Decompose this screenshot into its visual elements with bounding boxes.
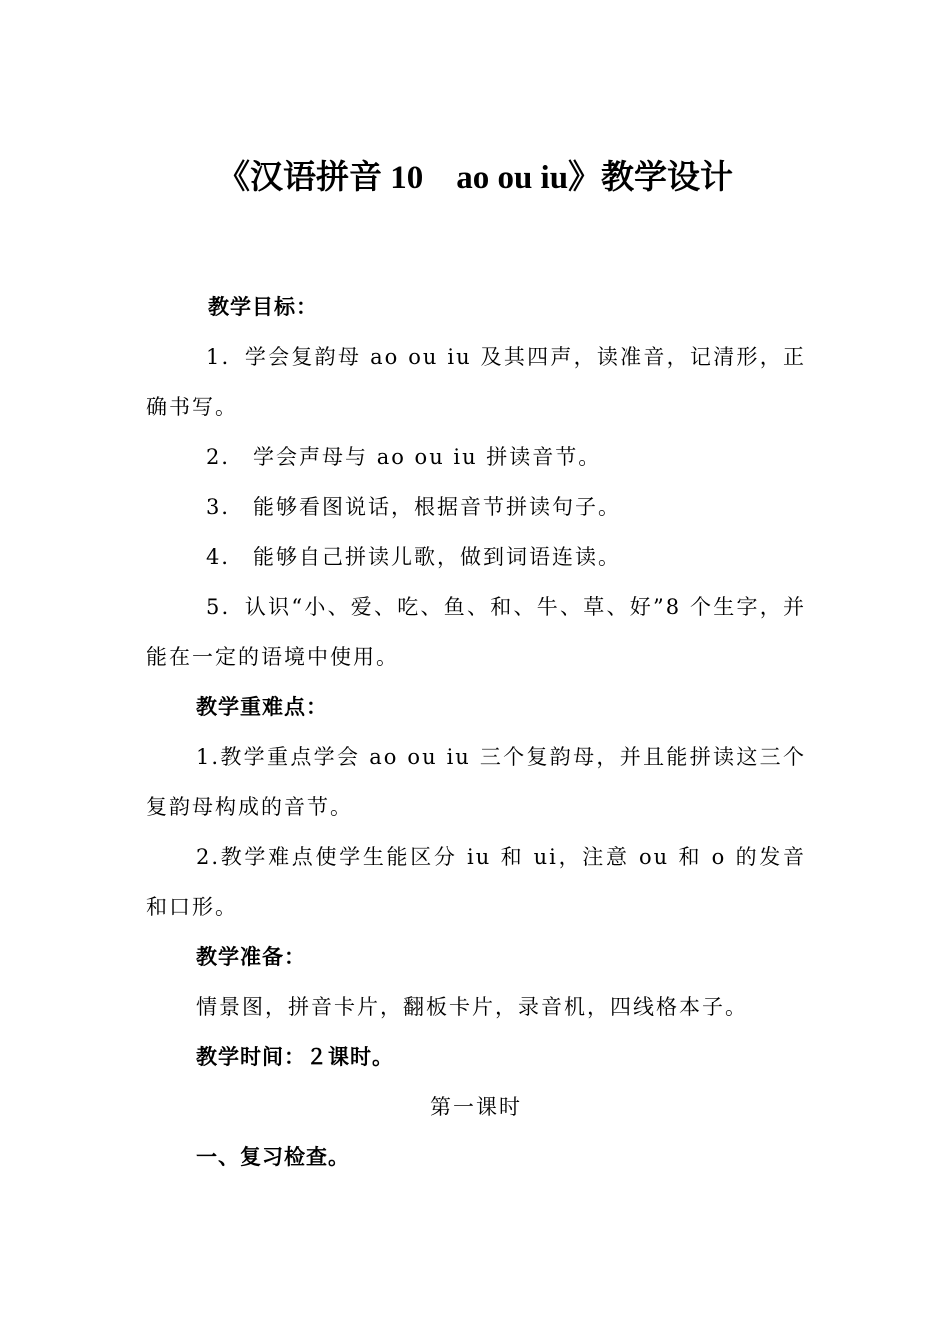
objective-item: 4． 能够自己拼读儿歌，做到词语连读。 — [206, 545, 622, 569]
teaching-time: 教学时间：２课时。 — [196, 1045, 394, 1069]
objective-item: 1．学会复韵母 ao ou iu 及其四声，读准音，记清形，正确书写。 — [146, 345, 806, 419]
step-one-heading: 一、复习检查。 — [196, 1145, 350, 1169]
preparation-text: 情景图，拼音卡片，翻板卡片，录音机，四线格本子。 — [196, 995, 748, 1019]
objective-item: 2． 学会声母与 ao ou iu 拼读音节。 — [206, 445, 602, 469]
key-points-heading: 教学重难点： — [196, 695, 328, 719]
objective-item: 3． 能够看图说话，根据音节拼读句子。 — [206, 495, 622, 519]
preparation-heading: 教学准备： — [196, 945, 306, 969]
document-body — [146, 282, 806, 1182]
key-point-item: 2.教学难点使学生能区分 iu 和 ui，注意 ou 和 o 的发音和口形。 — [146, 845, 806, 919]
objective-item: 5．认识“小、爱、吃、鱼、和、牛、草、好”8 个生字，并能在一定的语境中使用。 — [146, 595, 806, 669]
objectives-heading: 教学目标： — [208, 295, 318, 319]
document-title: 《汉语拼音 10 ao ou iu》教学设计 — [216, 160, 734, 196]
key-point-item: 1.教学重点学会 ao ou iu 三个复韵母，并且能拼读这三个复韵母构成的音节。 — [146, 745, 806, 819]
lesson-title: 第一课时 — [430, 1095, 522, 1119]
